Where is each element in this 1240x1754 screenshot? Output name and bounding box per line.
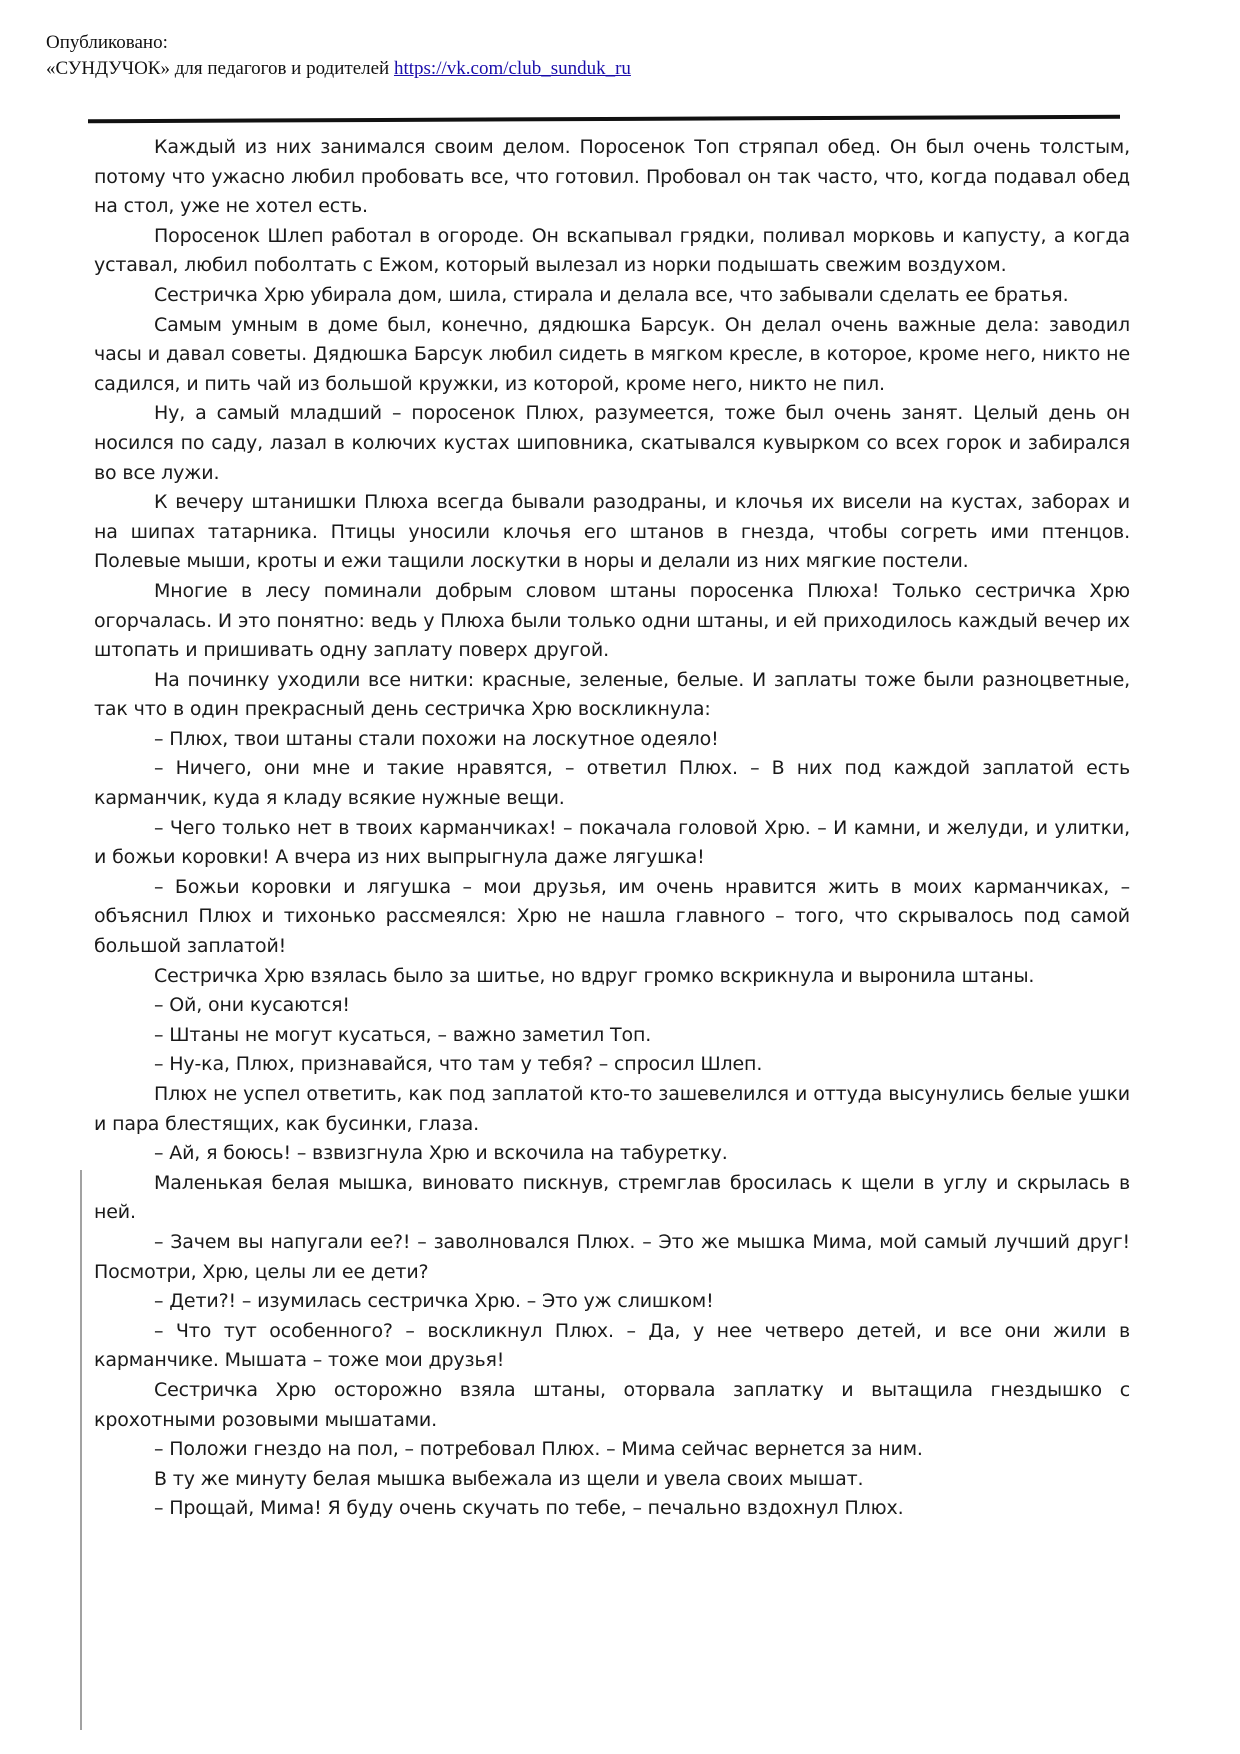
- story-paragraph: – Ничего, они мне и такие нравятся, – ответил Плюх. – В них под каждой заплатой есть карманчик, куда я кладу всякие нужные вещи.: [94, 757, 1130, 810]
- story-paragraph: – Штаны не могут кусаться, – важно заметил Топ.: [154, 1023, 652, 1046]
- story-paragraph: Маленькая белая мышка, виновато пискнув, стремглав бросилась к щели в углу и скрылась в ней.: [94, 1171, 1130, 1224]
- published-label: Опубликовано:: [46, 32, 168, 53]
- story-paragraph: – Божьи коровки и лягушка – мои друзья, им очень нравится жить в моих карманчиках, – объяснил Плюх и тихонько рассмеялся: Хрю не нашла главного – того, что скрывалось под самой большой заплатой!: [94, 875, 1130, 958]
- story-paragraph: – Ну-ка, Плюх, признавайся, что там у тебя? – спросил Шлеп.: [154, 1053, 763, 1076]
- publisher-link[interactable]: https://vk.com/club_sunduk_ru: [393, 58, 631, 79]
- story-paragraph: На починку уходили все нитки: красные, зеленые, белые. И заплаты тоже были разноцветные, так что в один прекрасный день сестричка Хрю воскликнула:: [94, 668, 1130, 721]
- story-paragraph: Сестричка Хрю осторожно взяла штаны, оторвала заплатку и вытащила гнездышко с крохотными розовыми мышатами.: [94, 1378, 1130, 1431]
- story-paragraph: – Дети?! – изумилась сестричка Хрю. – Это уж слишком!: [154, 1290, 714, 1313]
- story-text: [94, 133, 1130, 1524]
- story-paragraph: – Положи гнездо на пол, – потребовал Плюх. – Мима сейчас вернется за ним.: [154, 1438, 923, 1461]
- story-paragraph: Многие в лесу поминали добрым словом штаны поросенка Плюха! Только сестричка Хрю огорчалась. И это понятно: ведь у Плюха были только одни штаны, и ей приходилось каждый вечер их штопать и пришивать одну заплату поверх другой.: [94, 579, 1130, 662]
- publisher-name: «СУНДУЧОК» для педагогов и родителей: [46, 58, 390, 79]
- story-paragraph: Каждый из них занимался своим делом. Поросенок Топ стряпал обед. Он был очень толстым, потому что ужасно любил пробовать все, что готовил. Пробовал он так часто, что, когда подавал обед на стол, уже не хотел есть.: [94, 136, 1130, 218]
- story-paragraph: – Ай, я боюсь! – взвизгнула Хрю и вскочила на табуретку.: [154, 1142, 728, 1165]
- story-paragraph: В ту же минуту белая мышка выбежала из щели и увела своих мышат.: [154, 1467, 864, 1490]
- story-paragraph: – Чего только нет в твоих карманчиках! – покачала головой Хрю. – И камни, и желуди, и улитки, и божьи коровки! А вчера из них выпрыгнула даже лягушка!: [94, 816, 1130, 869]
- story-paragraph: – Прощай, Мима! Я буду очень скучать по тебе, – печально вздохнул Плюх.: [154, 1497, 904, 1520]
- story-paragraph: – Зачем вы напугали ее?! – заволновался Плюх. – Это же мышка Мима, мой самый лучший друг! Посмотри, Хрю, целы ли ее дети?: [94, 1230, 1130, 1283]
- story-paragraph: Сестричка Хрю взялась было за шитье, но вдруг громко вскрикнула и выронила штаны.: [154, 964, 1035, 987]
- story-paragraph: Самым умным в доме был, конечно, дядюшка Барсук. Он делал очень важные дела: заводил часы и давал советы. Дядюшка Барсук любил сидеть в мягком кресле, в которое, кроме него, никто не садился, и пить чай из большой кружки, из которой, кроме него, никто не пил.: [94, 313, 1130, 395]
- story-paragraph: Ну, а самый младший – поросенок Плюх, разумеется, тоже был очень занят. Целый день он носился по саду, лазал в колючих кустах шиповника, скатывался кувырком со всех горок и забирался во все лужи.: [94, 402, 1130, 484]
- story-paragraph: Сестричка Хрю убирала дом, шила, стирала и делала все, что забывали сделать ее братья.: [154, 283, 1069, 306]
- scan-margin-line: [80, 1170, 82, 1730]
- story-paragraph: Поросенок Шлеп работал в огороде. Он вскапывал грядки, поливал морковь и капусту, а когда уставал, любил поболтать с Ежом, который вылезал из норки подышать свежим воздухом.: [94, 224, 1130, 277]
- story-paragraph: – Что тут особенного? – воскликнул Плюх. – Да, у нее четверо детей, и все они жили в карманчике. Мышата – тоже мои друзья!: [94, 1319, 1130, 1372]
- story-paragraph: Плюх не успел ответить, как под заплатой кто-то зашевелился и оттуда высунулись белые ушки и пара блестящих, как бусинки, глаза.: [94, 1083, 1130, 1135]
- header-divider: [88, 115, 1120, 124]
- story-paragraph: К вечеру штанишки Плюха всегда бывали разодраны, и клочья их висели на кустах, заборах и на шипах татарника. Птицы уносили клочья его штанов в гнезда, чтобы согреть ими птенцов. Полевые мыши, кроты и ежи тащили лоскутки в норы и делали из них мягкие постели.: [94, 491, 1130, 573]
- publication-header: [46, 30, 631, 82]
- story-paragraph: – Плюх, твои штаны стали похожи на лоскутное одеяло!: [154, 727, 719, 750]
- story-paragraph: – Ой, они кусаются!: [154, 994, 350, 1017]
- publisher-line: [46, 56, 631, 82]
